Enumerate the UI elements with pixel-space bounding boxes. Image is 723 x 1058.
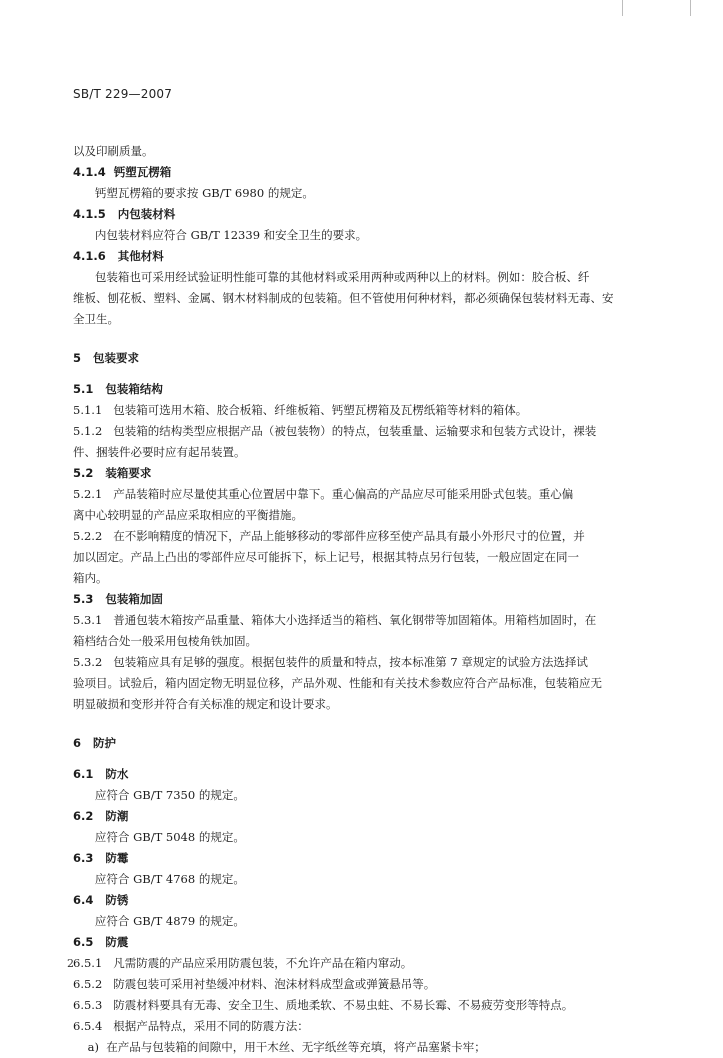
paragraph-line: 维板、刨花板、塑料、金属、钢木材料制成的包装箱。但不管使用何种材料，都必须确保包装材料无毒、安 [73,291,614,305]
standard-code: SB/T 229—2007 [73,87,173,101]
paragraph-line: 箱档结合处一般采用包棱角铁加固。 [73,634,257,648]
section-heading-5-3: 5.3 包装箱加固 [73,592,163,606]
paragraph-line: 件、捆装件必要时应有起吊装置。 [73,445,246,459]
paragraph-line: 包装箱也可采用经试验证明性能可靠的其他材料或采用两种或两种以上的材料。例如：胶合板、纤 [73,270,590,284]
paragraph-line: 5.2.2 在不影响精度的情况下，产品上能够移动的零部件应移至使产品具有最小外形尺寸的位置，并 [73,529,585,543]
scan-edge-mark [690,0,691,16]
paragraph-line: 5.3.2 包装箱应具有足够的强度。根据包装件的质量和特点，按本标准第 7 章规定的试验方法选择试 [73,655,588,669]
chapter-heading-5: 5 包装要求 [73,351,140,365]
list-item-a: a) 在产品与包装箱的间隙中，用干木丝、无字纸丝等充填，将产品塞紧卡牢； [73,1040,486,1054]
document-body [73,141,678,1058]
section-heading-4-1-5: 4.1.5 内包装材料 [73,207,176,221]
section-heading-6-1: 6.1 防水 [73,767,129,781]
paragraph-line: 应符合 GB/T 4768 的规定。 [73,872,245,886]
paragraph-line: 6.5.4 根据产品特点，采用不同的防震方法： [73,1019,309,1033]
paragraph-line: 5.1.1 包装箱可选用木箱、胶合板箱、纤维板箱、钙塑瓦楞箱及瓦楞纸箱等材料的箱体。 [73,403,528,417]
paragraph-line: 全卫生。 [73,312,119,326]
section-heading-5-2: 5.2 装箱要求 [73,466,152,480]
section-heading-6-3: 6.3 防霉 [73,851,129,865]
paragraph-line: 内包装材料应符合 GB/T 12339 和安全卫生的要求。 [73,228,368,242]
section-heading-6-4: 6.4 防锈 [73,893,129,907]
paragraph-line: 5.3.1 普通包装木箱按产品重量、箱体大小选择适当的箱档、氧化钢带等加固箱体。用箱档加固时，在 [73,613,597,627]
section-heading-6-5: 6.5 防震 [73,935,129,949]
paragraph-line: 5.1.2 包装箱的结构类型应根据产品（被包装物）的特点，包装重量、运输要求和包装方式设计，裸装 [73,424,597,438]
paragraph-line: 箱内。 [73,571,108,585]
chapter-heading-6: 6 防护 [73,736,117,750]
scan-edge-mark [622,0,623,16]
paragraph-line: 验项目。试验后，箱内固定物无明显位移，产品外观、性能和有关技术参数应符合产品标准，包装箱应无 [73,676,602,690]
section-heading-5-1: 5.1 包装箱结构 [73,382,163,396]
section-heading-4-1-4: 4.1.4 钙塑瓦楞箱 [73,165,172,179]
paragraph-line: 应符合 GB/T 7350 的规定。 [73,788,245,802]
paragraph-line: 以及印刷质量。 [73,144,154,158]
section-heading-6-2: 6.2 防潮 [73,809,129,823]
paragraph-line: 钙塑瓦楞箱的要求按 GB/T 6980 的规定。 [73,186,314,200]
paragraph-line: 6.5.2 防震包装可采用衬垫缓冲材料、泡沫材料成型盒或弹簧悬吊等。 [73,977,436,991]
paragraph-line: 5.2.1 产品装箱时应尽量使其重心位置居中靠下。重心偏高的产品应尽可能采用卧式包装。重心偏 [73,487,574,501]
section-heading-4-1-6: 4.1.6 其他材料 [73,249,164,263]
paragraph-line: 应符合 GB/T 4879 的规定。 [73,914,245,928]
page-number: 2 [67,957,74,970]
paragraph-line: 加以固定。产品上凸出的零部件应尽可能拆下，标上记号，根据其特点另行包装，一般应固定在同一 [73,550,579,564]
paragraph-line: 明显破损和变形并符合有关标准的规定和设计要求。 [73,697,338,711]
paragraph-line: 应符合 GB/T 5048 的规定。 [73,830,245,844]
paragraph-line: 离中心较明显的产品应采取相应的平衡措施。 [73,508,303,522]
paragraph-line: 6.5.1 凡需防震的产品应采用防震包装，不允许产品在箱内窜动。 [73,956,413,970]
paragraph-line: 6.5.3 防震材料要具有无毒、安全卫生、质地柔软、不易虫蛀、不易长霉、不易疲劳变形等特点。 [73,998,574,1012]
